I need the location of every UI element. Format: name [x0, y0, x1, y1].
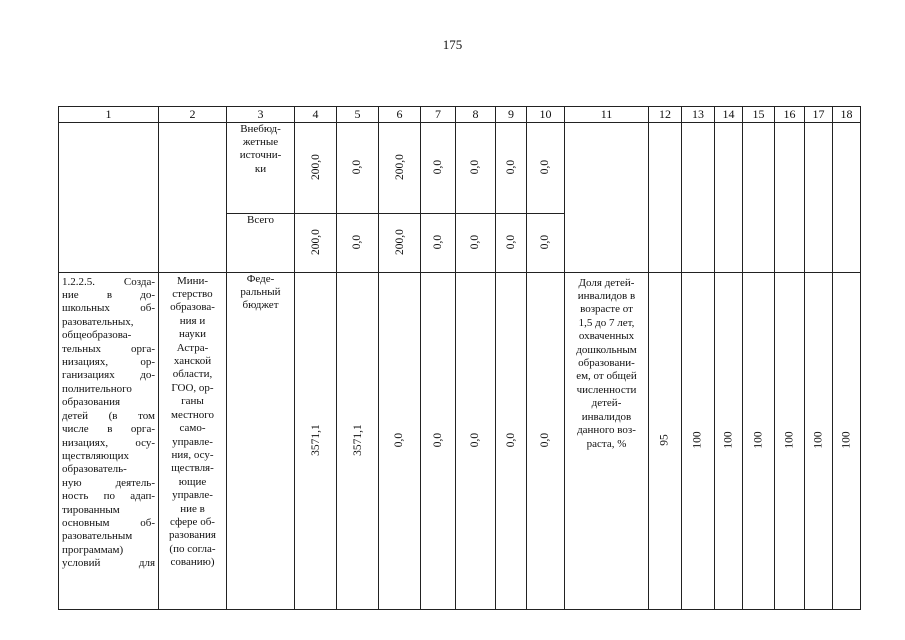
budget-table	[58, 106, 861, 610]
text-line: само-	[179, 422, 206, 435]
text-line: низациях, ор-	[62, 356, 155, 369]
column-header: 11	[565, 107, 649, 123]
column-header: 14	[715, 107, 743, 123]
empty-cell	[743, 122, 775, 272]
amount-cell: 0,0	[421, 122, 456, 213]
activity-description-cell	[59, 272, 159, 609]
text-line: возрасте от	[580, 303, 633, 316]
target-value-cell: 100	[833, 272, 861, 609]
amount-cell: 0,0	[421, 213, 456, 272]
target-value-cell: 100	[715, 272, 743, 609]
empty-cell	[565, 122, 649, 272]
text-line: разования	[169, 529, 216, 542]
text-line: ществляющих	[62, 449, 129, 462]
text-line: Астра-	[176, 341, 209, 354]
text-line: управле-	[172, 435, 213, 448]
column-header: 9	[496, 107, 527, 123]
text-line: ханской	[173, 355, 212, 368]
text-line: программам)	[62, 543, 124, 556]
text-line: охваченных	[578, 330, 635, 343]
amount-cell: 200,0	[295, 213, 337, 272]
responsible-agency-cell	[159, 272, 227, 609]
text-line: образова-	[170, 301, 215, 314]
amount-cell: 0,0	[527, 122, 565, 213]
header-row	[59, 107, 861, 123]
amount-cell: 0,0	[337, 122, 379, 213]
text-line: разовательных,	[62, 315, 134, 328]
empty-cell	[649, 122, 682, 272]
target-value-cell: 95	[649, 272, 682, 609]
text-line: основным об-	[62, 516, 155, 529]
text-line: науки	[179, 328, 206, 341]
text-line: местного	[171, 408, 214, 421]
column-header: 10	[527, 107, 565, 123]
table-row-extrabudget	[59, 122, 861, 213]
amount-cell: 200,0	[379, 213, 421, 272]
text-line: области,	[172, 368, 213, 381]
text-line: дошкольным	[576, 343, 637, 356]
text-line: ную деятель-	[62, 476, 155, 489]
empty-cell	[59, 122, 159, 272]
text-line: тельных орга-	[62, 342, 155, 355]
amount-cell: 0,0	[456, 122, 496, 213]
page-number: 175	[442, 37, 463, 52]
empty-cell	[682, 122, 715, 272]
funding-source-cell: Всего	[227, 213, 295, 272]
column-header: 13	[682, 107, 715, 123]
text-line: сованию)	[170, 556, 215, 569]
amount-cell: 3571,1	[337, 272, 379, 609]
amount-cell: 0,0	[456, 213, 496, 272]
text-line: ния, осу-	[171, 448, 214, 461]
text-line: ния и	[179, 314, 206, 327]
column-header: 4	[295, 107, 337, 123]
text-line: ющие	[178, 475, 207, 488]
target-value-cell: 100	[743, 272, 775, 609]
text-line: инвалидов	[581, 410, 632, 423]
text-line: ГОО, ор-	[171, 381, 214, 394]
text-line: детей (в том	[62, 409, 155, 422]
text-line: численности	[576, 383, 637, 396]
text-line: тированным	[62, 503, 120, 516]
text-line: образователь-	[62, 463, 127, 476]
text-line: стерство	[172, 288, 213, 301]
table-row-activity	[59, 272, 861, 609]
column-header: 18	[833, 107, 861, 123]
text-line: ральный	[240, 286, 281, 299]
amount-cell: 0,0	[421, 272, 456, 609]
text-line: детей-	[591, 397, 622, 410]
column-header: 16	[775, 107, 805, 123]
text-line: образовани-	[578, 357, 635, 370]
empty-cell	[805, 122, 833, 272]
column-header: 17	[805, 107, 833, 123]
text-line: бюджет	[242, 299, 279, 312]
amount-cell: 0,0	[496, 122, 527, 213]
text-line: управле-	[172, 489, 213, 502]
text-line: ность по адап-	[62, 490, 155, 503]
column-header: 7	[421, 107, 456, 123]
empty-cell	[715, 122, 743, 272]
column-header: 1	[59, 107, 159, 123]
amount-cell: 3571,1	[295, 272, 337, 609]
text-line: Доля детей-	[578, 276, 635, 289]
text-line: ганизациях до-	[62, 369, 155, 382]
amount-cell: 0,0	[527, 213, 565, 272]
text-line: условий для	[62, 557, 155, 570]
text-line: Феде-	[246, 272, 275, 285]
indicator-cell	[565, 272, 649, 609]
amount-cell: 200,0	[379, 122, 421, 213]
target-value-cell: 100	[805, 272, 833, 609]
amount-cell: 0,0	[496, 213, 527, 272]
funding-source-cell	[227, 272, 295, 609]
amount-cell: 0,0	[496, 272, 527, 609]
text-line: школьных об-	[62, 302, 155, 315]
text-line: ществля-	[171, 462, 214, 475]
text-line: низациях, осу-	[62, 436, 155, 449]
empty-cell	[775, 122, 805, 272]
text-line: ем, от общей	[576, 370, 637, 383]
column-header: 15	[743, 107, 775, 123]
column-header: 6	[379, 107, 421, 123]
text-line: полнительного	[62, 382, 132, 395]
amount-cell: 200,0	[295, 122, 337, 213]
empty-cell	[833, 122, 861, 272]
amount-cell: 0,0	[527, 272, 565, 609]
amount-cell: 0,0	[337, 213, 379, 272]
empty-cell	[159, 122, 227, 272]
column-header: 3	[227, 107, 295, 123]
column-header: 8	[456, 107, 496, 123]
text-line: Мини-	[176, 274, 209, 287]
text-line: раста, %	[586, 437, 627, 450]
text-line: ние в до-	[62, 289, 155, 302]
target-value-cell: 100	[775, 272, 805, 609]
target-value-cell: 100	[682, 272, 715, 609]
amount-cell: 0,0	[379, 272, 421, 609]
text-line: общеобразова-	[62, 329, 132, 342]
column-header: 5	[337, 107, 379, 123]
text-line: ганы	[181, 395, 204, 408]
text-line: числе в орга-	[62, 423, 155, 436]
column-header: 12	[649, 107, 682, 123]
amount-cell: 0,0	[456, 272, 496, 609]
funding-source-cell: Внебюд- жетные источни- ки	[227, 122, 295, 213]
text-line: 1,5 до 7 лет,	[578, 316, 635, 329]
text-line: разовательным	[62, 530, 133, 543]
text-line: ние в	[180, 502, 205, 515]
text-line: (по согла-	[169, 542, 216, 555]
text-line: инвалидов в	[577, 290, 636, 303]
column-header: 2	[159, 107, 227, 123]
text-line: 1.2.2.5. Созда-	[62, 275, 155, 288]
text-line: сфере об-	[170, 515, 215, 528]
text-line: данного воз-	[577, 424, 636, 437]
text-line: образования	[62, 396, 121, 409]
